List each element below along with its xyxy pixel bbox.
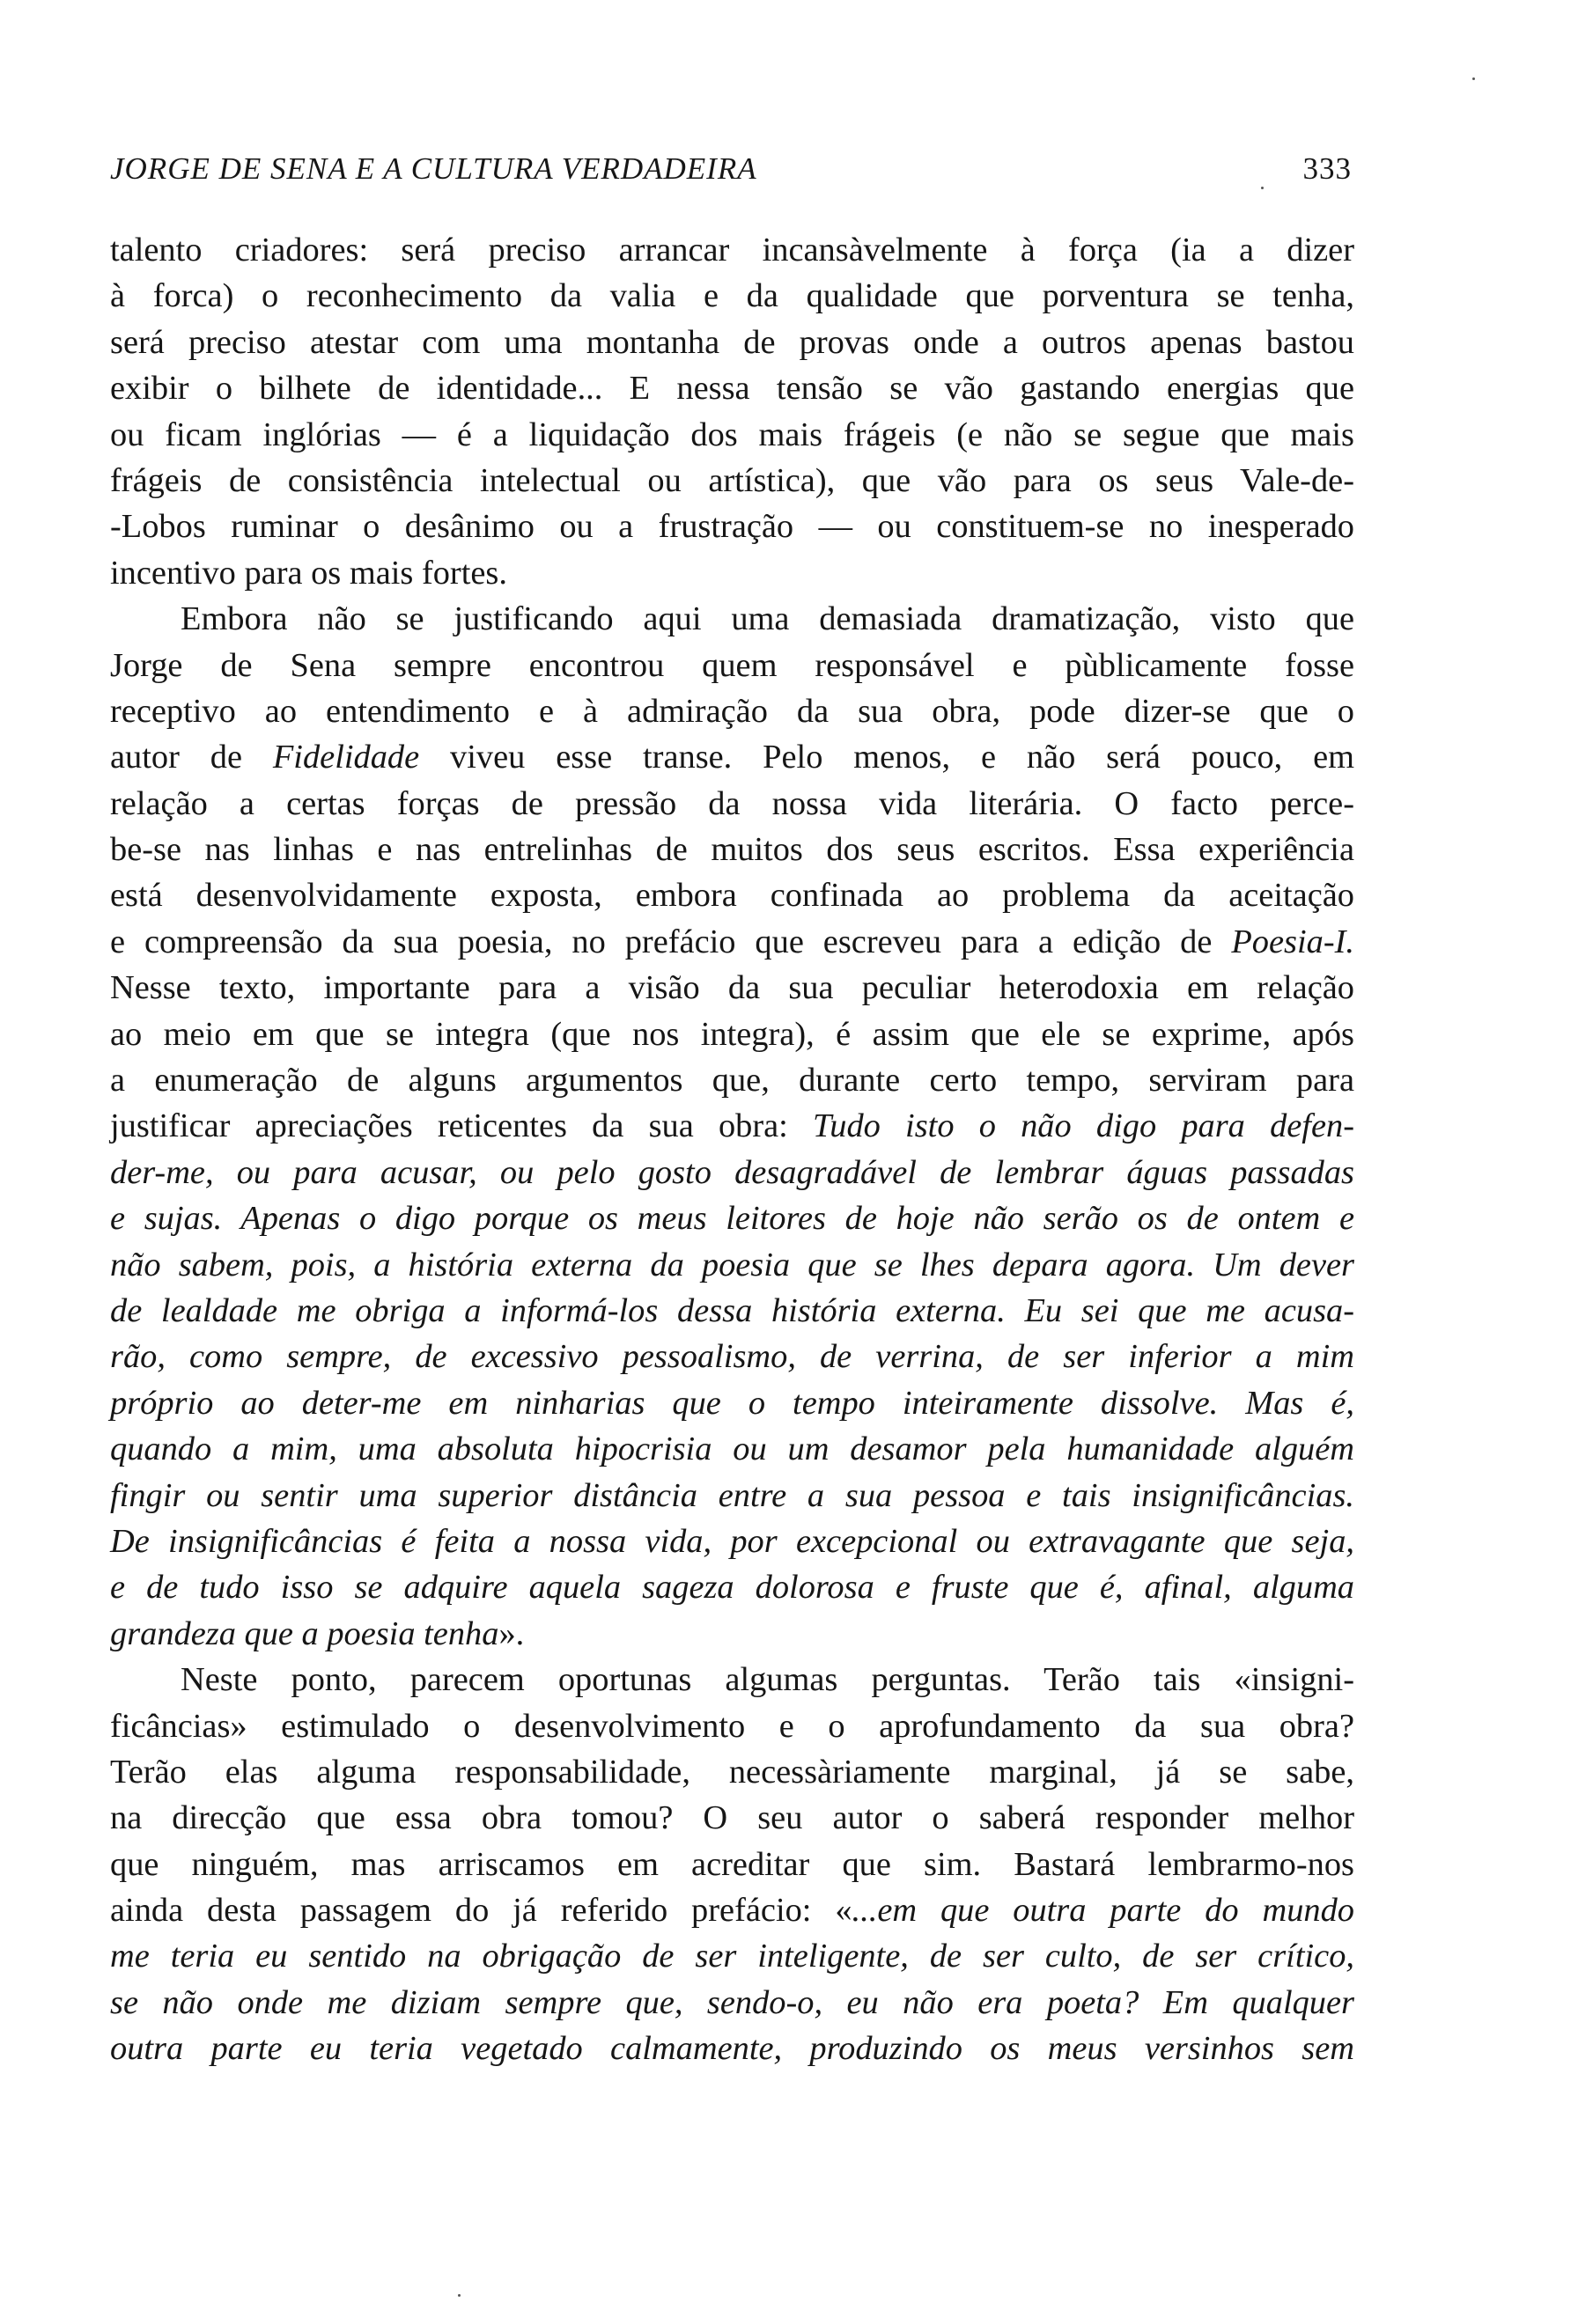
text-line xyxy=(110,504,1354,549)
text-line xyxy=(110,1749,1354,1795)
text-segment: ou ficam inglórias — é a liquidação dos mais frágeis (e não se segue que mais xyxy=(110,416,1354,453)
text-line xyxy=(110,1288,1354,1334)
text-line xyxy=(110,827,1354,872)
text-line xyxy=(110,227,1354,273)
text-line xyxy=(110,965,1354,1011)
paragraph xyxy=(110,1657,1354,2072)
text-line xyxy=(110,1611,1354,1657)
page-number: 333 xyxy=(1302,151,1352,186)
text-segment: Embora não se justificando aqui uma demasiada dramatização, visto que xyxy=(181,600,1354,638)
italic-text: outra parte eu teria vegetado calmamente, produzindo os meus versinhos sem xyxy=(110,2030,1354,2068)
text-line xyxy=(110,1334,1354,1379)
text-line xyxy=(110,1887,1354,1933)
text-line xyxy=(110,1703,1354,1749)
italic-text: próprio ao deter-me em ninharias que o tempo inteiramente dissolve. Mas é, xyxy=(110,1384,1354,1422)
italic-text: e de tudo isso se adquire aquela sageza dolorosa e fruste que é, afinal, alguma xyxy=(110,1569,1354,1607)
text-line xyxy=(110,872,1354,918)
text-segment: frágeis de consistência intelectual ou artística), que vão para os seus Vale-de- xyxy=(110,461,1354,499)
scan-speck xyxy=(1261,187,1264,189)
text-segment: ». xyxy=(498,1614,525,1652)
text-line xyxy=(110,1795,1354,1841)
text-segment: na direcção que essa obra tomou? O seu autor o saberá responder melhor xyxy=(110,1799,1354,1837)
text-line xyxy=(110,1933,1354,1979)
text-line xyxy=(110,734,1354,780)
italic-text: de lealdade me obriga a informá-los dessa história externa. Eu sei que me acusa- xyxy=(110,1291,1354,1329)
italic-text: quando a mim, uma absoluta hipocrisia ou um desamor pela humanidade alguém xyxy=(110,1430,1354,1468)
scan-speck xyxy=(458,2294,461,2297)
text-line xyxy=(110,1011,1354,1057)
text-line xyxy=(110,1103,1354,1149)
text-segment: justificar apreciações reticentes da sua obra: xyxy=(110,1107,814,1145)
italic-text: se não onde me diziam sempre que, sendo-o, eu não era poeta? Em qualquer xyxy=(110,1983,1354,2021)
text-line xyxy=(110,1842,1354,1887)
text-line xyxy=(110,688,1354,734)
text-segment: autor de xyxy=(110,739,273,776)
text-line xyxy=(110,1195,1354,1241)
text-segment: Neste ponto, parecem oportunas algumas perguntas. Terão tais «insigni- xyxy=(181,1661,1354,1699)
text-line xyxy=(110,2026,1354,2071)
text-line xyxy=(110,1657,1354,1703)
text-line xyxy=(110,1242,1354,1288)
running-head xyxy=(110,151,1352,194)
text-line xyxy=(110,320,1354,365)
text-segment: a enumeração de alguns argumentos que, durante certo tempo, serviram para xyxy=(110,1062,1354,1099)
italic-text: Poesia-I. xyxy=(1231,923,1354,960)
text-line xyxy=(110,1473,1354,1519)
italic-text: ...em que outra parte do mundo xyxy=(852,1892,1354,1930)
text-line xyxy=(110,1380,1354,1426)
text-line xyxy=(110,1519,1354,1564)
text-line xyxy=(110,365,1354,411)
text-segment: à forca) o reconhecimento da valia e da qualidade que porventura se tenha, xyxy=(110,277,1354,315)
text-line xyxy=(110,550,1354,596)
text-line xyxy=(110,1057,1354,1103)
text-line xyxy=(110,919,1354,965)
text-line xyxy=(110,781,1354,827)
italic-text: rão, como sempre, de excessivo pessoalismo, de verrina, de ser inferior a mim xyxy=(110,1338,1354,1376)
text-line xyxy=(110,458,1354,504)
text-segment: está desenvolvidamente exposta, embora confinada ao problema da aceitação xyxy=(110,877,1354,915)
italic-text: me teria eu sentido na obrigação de ser inteligente, de ser culto, de ser crítico, xyxy=(110,1938,1354,1975)
text-segment: ainda desta passagem do já referido prefácio: « xyxy=(110,1892,852,1930)
text-segment: be-se nas linhas e nas entrelinhas de muitos dos seus escritos. Essa experiência xyxy=(110,831,1354,869)
text-segment: ao meio em que se integra (que nos integra), é assim que ele se exprime, após xyxy=(110,1015,1354,1053)
text-segment: será preciso atestar com uma montanha de provas onde a outros apenas bastou xyxy=(110,323,1354,361)
text-segment: Nesse texto, importante para a visão da sua peculiar heterodoxia em relação xyxy=(110,969,1354,1007)
paragraph xyxy=(110,596,1354,1657)
italic-text: Fidelidade xyxy=(272,739,420,776)
text-line xyxy=(110,1150,1354,1195)
paragraph xyxy=(110,227,1354,596)
text-line xyxy=(110,643,1354,688)
text-segment: e compreensão da sua poesia, no prefácio que escreveu para a edição de xyxy=(110,923,1232,960)
text-segment: receptivo ao entendimento e à admiração da sua obra, pode dizer-se que o xyxy=(110,692,1354,730)
text-line xyxy=(110,596,1354,642)
text-segment: incentivo para os mais fortes. xyxy=(110,554,507,592)
scan-speck xyxy=(1472,77,1475,80)
text-segment: viveu esse transe. Pelo menos, e não será pouco, em xyxy=(419,739,1355,776)
body-text xyxy=(110,227,1354,2072)
italic-text: grandeza que a poesia tenha xyxy=(110,1614,499,1652)
text-line xyxy=(110,412,1354,458)
text-segment: ficâncias» estimulado o desenvolvimento e o aprofundamento da sua obra? xyxy=(110,1707,1354,1745)
running-head-title: JORGE DE SENA E A CULTURA VERDADEIRA xyxy=(110,151,757,186)
text-segment: -Lobos ruminar o desânimo ou a frustração — ou constituem-se no inesperado xyxy=(110,508,1354,546)
italic-text: De insignificâncias é feita a nossa vida, por excepcional ou extravagante que seja, xyxy=(110,1522,1354,1560)
italic-text: Tudo isto o não digo para defen- xyxy=(813,1107,1354,1145)
italic-text: e sujas. Apenas o digo porque os meus leitores de hoje não serão os de ontem e xyxy=(110,1200,1354,1238)
text-line xyxy=(110,273,1354,319)
text-segment: Terão elas alguma responsabilidade, necessàriamente marginal, já se sabe, xyxy=(110,1753,1354,1791)
italic-text: fingir ou sentir uma superior distância entre a sua pessoa e tais insignificâncias. xyxy=(110,1476,1354,1514)
text-line xyxy=(110,1426,1354,1472)
italic-text: der-me, ou para acusar, ou pelo gosto desagradável de lembrar águas passadas xyxy=(110,1153,1354,1191)
text-segment: talento criadores: será preciso arrancar incansàvelmente à força (ia a dizer xyxy=(110,232,1354,268)
text-line xyxy=(110,1564,1354,1610)
italic-text: não sabem, pois, a história externa da poesia que se lhes depara agora. Um dever xyxy=(110,1246,1354,1283)
text-segment: Jorge de Sena sempre encontrou quem responsável e pùblicamente fosse xyxy=(110,646,1354,684)
text-segment: exibir o bilhete de identidade... E nessa tensão se vão gastando energias que xyxy=(110,370,1354,408)
text-segment: que ninguém, mas arriscamos em acreditar que sim. Bastará lembrarmo-nos xyxy=(110,1845,1354,1883)
text-line xyxy=(110,1980,1354,2026)
text-segment: relação a certas forças de pressão da nossa vida literária. O facto perce- xyxy=(110,784,1354,822)
